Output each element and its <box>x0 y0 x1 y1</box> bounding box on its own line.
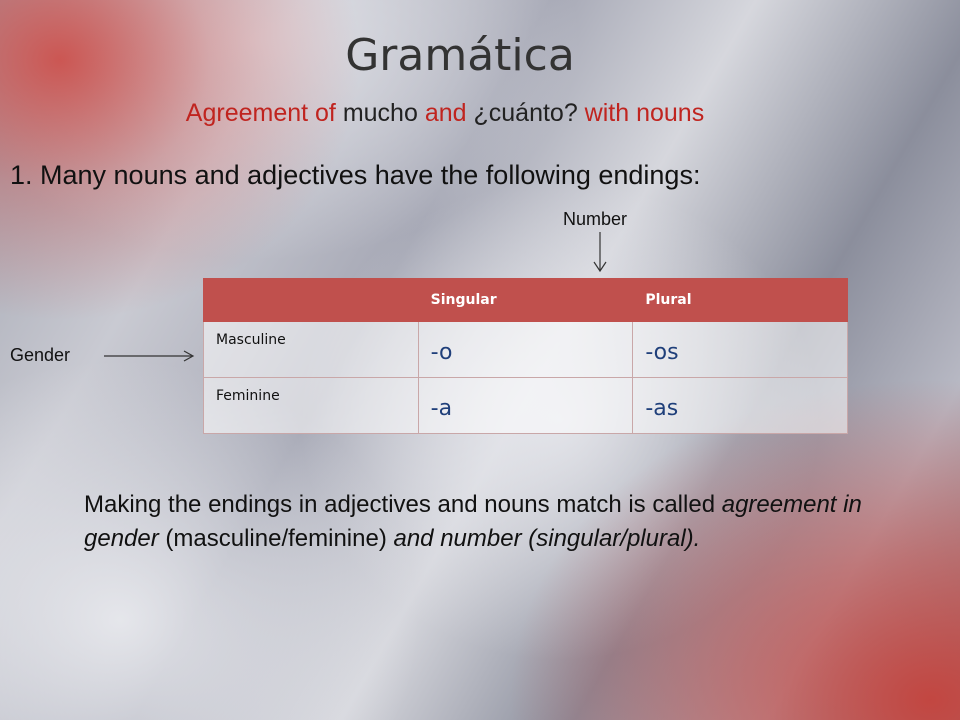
subtitle-part-3: and <box>417 99 474 127</box>
ending-feminine-singular: -a <box>418 378 633 434</box>
subtitle-word-cuanto: ¿cuánto? <box>473 99 578 127</box>
table-row-masculine <box>204 322 848 378</box>
agreement-paragraph <box>84 488 864 556</box>
ending-feminine-plural: -as <box>633 378 848 434</box>
point-1-text: 1. Many nouns and adjectives have the following endings: <box>10 160 701 190</box>
row-label-masculine: Masculine <box>204 322 419 378</box>
row-label-feminine: Feminine <box>204 378 419 434</box>
subtitle-part-1: Agreement of <box>185 99 343 127</box>
paragraph-part-2: agreement in gender <box>84 491 862 552</box>
gender-label: Gender <box>10 345 71 365</box>
header-cell-singular: Singular <box>418 279 633 322</box>
ending-masculine-singular: -o <box>418 322 633 378</box>
header-cell-empty <box>204 279 419 322</box>
slide-subtitle <box>0 99 890 128</box>
number-label: Number <box>563 209 628 229</box>
paragraph-part-4: and number (singular/plural). <box>393 525 701 552</box>
table-row-feminine <box>204 378 848 434</box>
subtitle-part-5: with nouns <box>577 99 705 127</box>
paragraph-part-1: Making the endings in adjectives and nouns match is called <box>84 491 722 518</box>
endings-table <box>203 278 848 434</box>
slide-title: Gramática <box>345 30 575 81</box>
right-arrow-icon <box>104 348 196 364</box>
header-cell-plural: Plural <box>633 279 848 322</box>
subtitle-word-mucho: mucho <box>342 99 418 127</box>
table-header-row <box>204 279 848 322</box>
ending-masculine-plural: -os <box>633 322 848 378</box>
paragraph-part-3: (masculine/feminine) <box>158 525 394 552</box>
down-arrow-icon <box>590 232 610 274</box>
